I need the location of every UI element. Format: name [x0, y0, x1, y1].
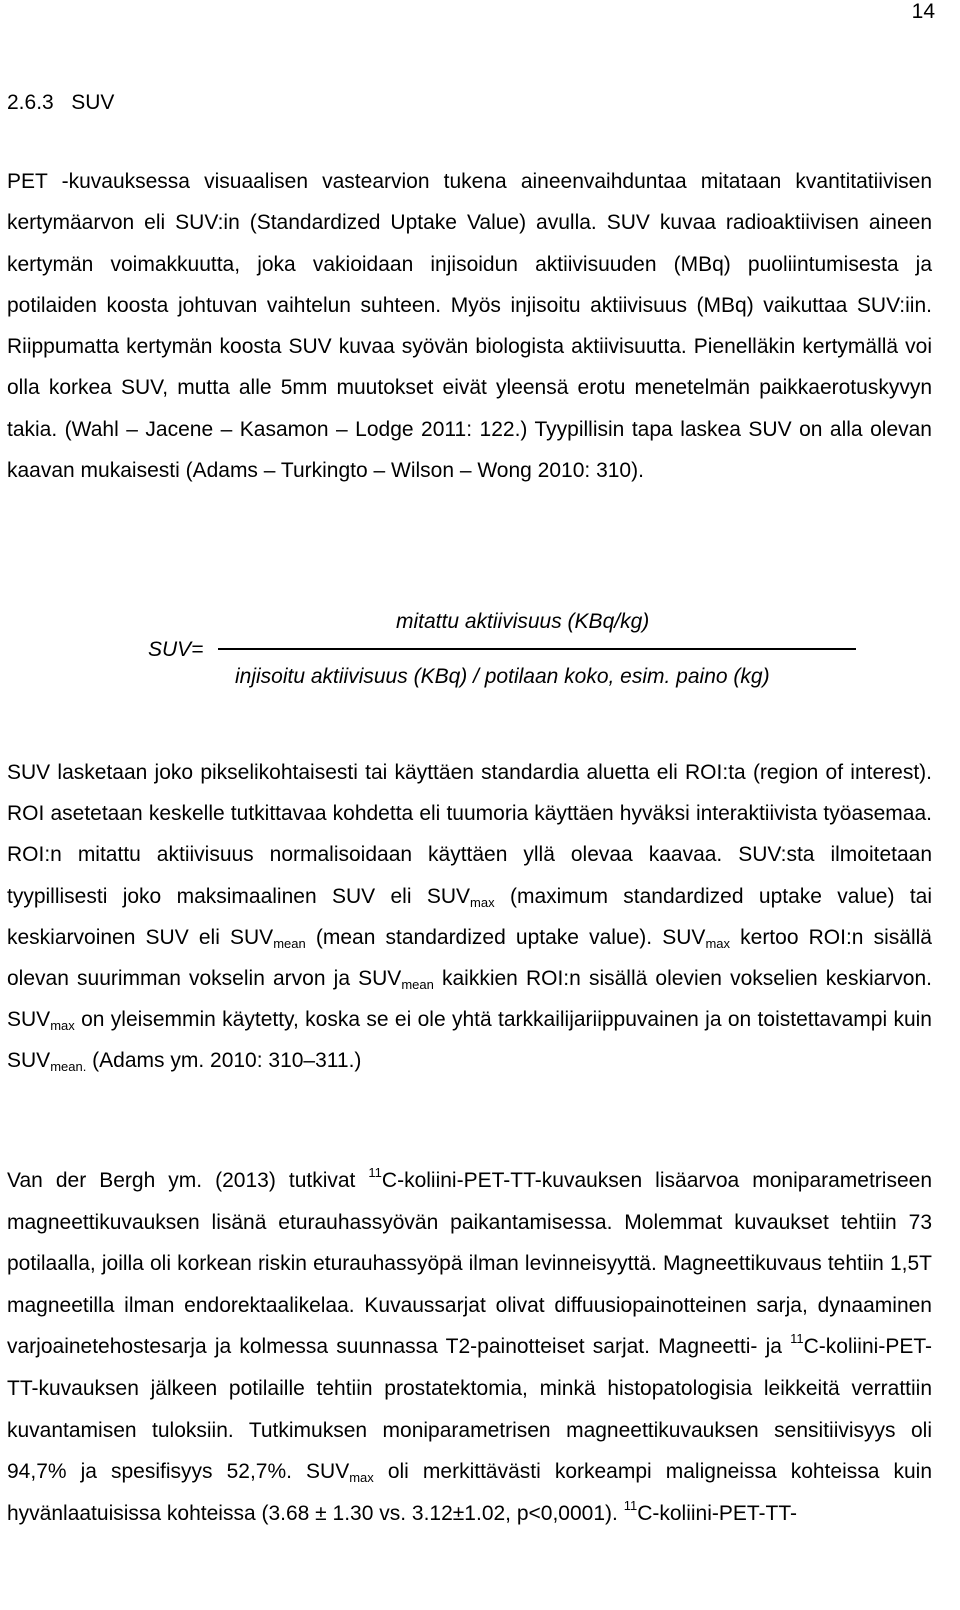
text-run: SUV lasketaan joko pikselikohtaisesti tai käyttäen standardia aluetta eli ROI:ta (region of interest). ROI asetetaan keskelle tutkittavaa kohdetta eli tuumoria käyttäen hyväksi interaktiivista työasemaa. ROI:n mitattu aktiivisuus normalisoidaan käyttäen yllä olevaa kaavaa. SUV:sta ilmoitetaan tyypillisesti joko maksimaalinen SUV eli SUV	[7, 761, 932, 908]
suv-formula	[0, 600, 960, 710]
subscript-max: max	[349, 1470, 374, 1486]
superscript-11: 11	[623, 1497, 638, 1513]
text-run: C-koliini-PET-TT-kuvauksen lisäarvoa moniparametriseen magneettikuvauksen lisänä eturauhassyövän paikantamisessa. Molemmat kuvaukset tehtiin 73 potilaalla, joilla oli korkean riskin eturauhassyöpä ilman levinneisyyttä. Magneettikuvaus tehtiin 1,5T magneetilla ilman endorektaalikelaa. Kuvaussarjat olivat diffuusiopainotteinen sarja, dynaaminen varjoainetehostesarja ja kolmessa suunnassa T2-painotteiset sarjat. Magneetti- ja	[7, 1169, 932, 1359]
text-run: oli merkittävästi korkeampi maligneissa kohteissa kuin hyvänlaatuisissa kohteissa (3.68 ± 1.30 vs. 3.12±1.02, p<0,0001).	[7, 1460, 933, 1525]
subscript-mean: mean.	[50, 1059, 87, 1075]
superscript-11: 11	[790, 1331, 804, 1347]
formula-denominator: injisoitu aktiivisuus (KBq) / potilaan koko, esim. paino (kg)	[235, 665, 770, 688]
section-heading: 2.6.3 SUV	[7, 91, 115, 114]
subscript-mean: mean	[401, 977, 434, 993]
text-run: (Adams ym. 2010: 310–311.)	[86, 1049, 362, 1073]
formula-lhs: SUV=	[148, 638, 204, 661]
subscript-max: max	[50, 1018, 75, 1034]
subscript-mean: mean	[273, 935, 306, 951]
text-run: on yleisemmin käytetty, koska se ei ole yhtä tarkkailijariippuvainen ja on toistettavampi kuin SUV	[7, 1008, 932, 1073]
fraction-line	[218, 648, 856, 650]
text-run: C-koliini-PET-TT-kuvauksen jälkeen potilaille tehtiin prostatektomia, minkä histopatologisia leikkeitä verrattiin kuvantamisen tuloksiin. Tutkimuksen moniparametrisen magneettikuvauksen sensitiivisyys oli 94,7% ja spesifisyys 52,7%. SUV	[7, 1335, 932, 1484]
text-run: Van der Bergh ym. (2013) tutkivat	[7, 1169, 369, 1192]
text-run: (maximum standardized uptake value) tai keskiarvoinen SUV eli SUV	[7, 884, 933, 949]
text-run: kertoo ROI:n sisällä olevan suurimman vokselin arvon ja SUV	[7, 925, 932, 991]
paragraph-suv-roi	[7, 752, 932, 1082]
superscript-11: 11	[368, 1165, 382, 1180]
text-run: kaikkien ROI:n sisällä olevien vokselien keskiarvon. SUV	[7, 967, 932, 1032]
page-number: 14	[911, 0, 935, 23]
subscript-max: max	[470, 894, 495, 910]
formula-numerator: mitattu aktiivisuus (KBq/kg)	[396, 610, 650, 633]
text-run: (mean standardized uptake value). SUV	[305, 925, 706, 949]
paragraph-intro: PET -kuvauksessa visuaalisen vastearvion tukena aineenvaihduntaa mitataan kvantitatiivisen kertymäarvon eli SUV:in (Standardized Uptake Value) avulla. SUV kuvaa radioaktiivisen aineen kertymän voimakkuutta, joka vakioidaan injisoidun aktiivisuuden (MBq) puoliintumisesta ja potilaiden koosta johtuvan vaihtelun suhteen. Myös injisoitu aktiivisuus (MBq) vaikuttaa SUV:iin. Riippumatta kertymän koosta SUV kuvaa syövän biologista aktiivisuutta. Pienelläkin kertymällä voi olla korkea SUV, mutta alle 5mm muutokset eivät yleensä erotu menetelmän paikkaerotuskyvyn takia. (Wahl – Jacene – Kasamon – Lodge 2011: 122.) Tyypillisin tapa laskea SUV on alla olevan kaavan mukaisesti (Adams – Turkingto – Wilson – Wong 2010: 310).	[7, 170, 932, 483]
paragraph-van-der-bergh	[7, 1160, 932, 1534]
subscript-max: max	[705, 935, 730, 951]
text-run: C-koliini-PET-TT-	[637, 1501, 798, 1525]
